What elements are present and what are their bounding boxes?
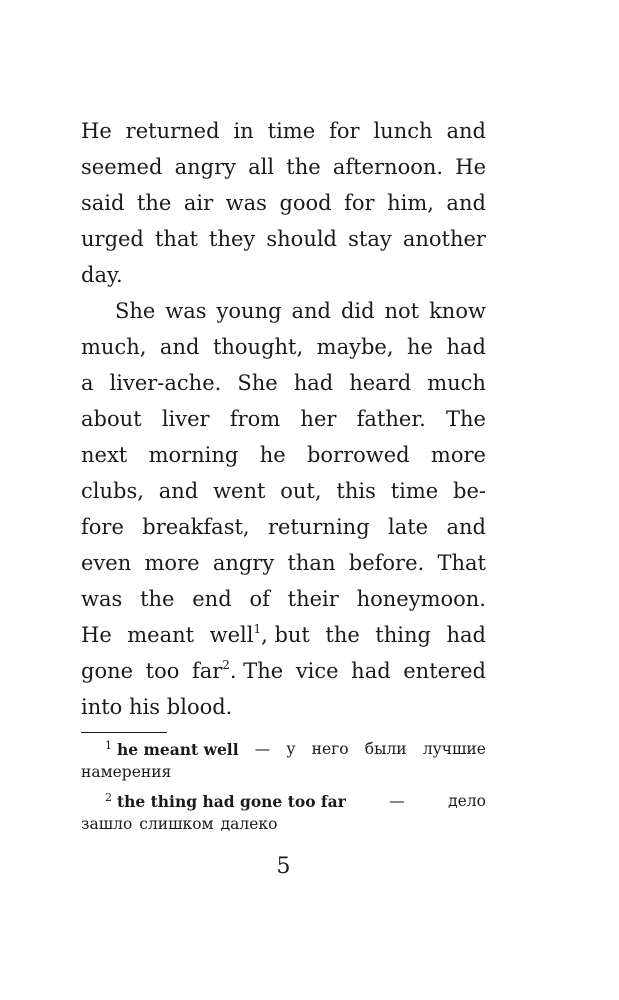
body-text [81,113,486,725]
footnote-number: 2 [105,791,112,804]
text-line [81,473,486,509]
word: was [225,191,267,215]
text-line [81,401,486,437]
word: had [293,371,334,395]
word: lunch [373,119,433,143]
word: than [287,551,336,575]
word: a [81,371,94,395]
word: end [192,587,232,611]
word: — [389,792,405,810]
word: late [388,515,429,539]
word: the [140,587,175,611]
word: was [165,299,207,323]
word: much, [81,335,147,359]
word: angry [174,155,236,179]
word: liver [161,407,210,431]
page-number: 5 [276,854,291,879]
word: out, [280,479,322,503]
word: said [81,191,125,215]
word: The [445,407,486,431]
word: borrowed [306,443,410,467]
word: seemed [81,155,163,179]
word: angry [212,551,275,575]
footnote-number: 1 [105,739,112,752]
text-line-footnoted-2: gone too far$^2$. The vice had entered [81,658,486,683]
text-line [81,293,486,329]
word: time [267,119,316,143]
word: and [159,335,200,359]
word: дело [448,792,486,810]
footnoted-phrase: well [209,623,254,647]
word: before. [348,551,425,575]
word: That [437,551,486,575]
footnote-ref-2: 2 [222,658,230,672]
word: air [183,191,214,215]
word: clubs, [81,479,144,503]
word: afternoon. [332,155,444,179]
word: — [254,740,271,758]
word: him, [387,191,434,215]
word: него [311,740,349,758]
word: he [259,443,286,467]
word: more [430,443,486,467]
word: this [336,479,376,503]
text-line [81,545,486,581]
word: all [248,155,275,179]
footnote-term: the thing had gone too far [116,792,346,811]
word: good [279,191,332,215]
word: maybe, [316,335,394,359]
footnote-divider [81,732,167,733]
word: into [81,695,123,719]
word: She [115,299,156,323]
word: the [136,191,172,215]
word: even [81,551,132,575]
word: He [81,119,112,143]
word: young [216,299,282,323]
word: did [340,299,375,323]
text-line [81,113,486,149]
word: next [81,443,128,467]
word: know [429,299,486,323]
word: morning [148,443,239,467]
word: были [364,740,407,758]
word: returned [125,119,220,143]
word: was [81,587,123,611]
word: father. [356,407,426,431]
word: he [407,335,433,359]
word: about [81,407,142,431]
text-line [81,221,486,257]
word: the [286,155,321,179]
text-line [81,509,486,545]
word: and [446,515,486,539]
word: from [229,407,281,431]
word: зашло [81,815,133,833]
word: breakfast, [142,515,250,539]
word: He [455,155,486,179]
word: much [427,371,486,395]
word: honeymoon. [356,587,486,611]
word: their [287,587,339,611]
word: returning [267,515,370,539]
word: and [446,191,486,215]
word: in [233,119,254,143]
text-line [81,329,486,365]
footnote-2 [81,790,486,836]
word: day. [81,263,123,287]
word: more [144,551,200,575]
text-line-last [81,689,486,725]
word: had [446,335,486,359]
word: that [154,227,198,251]
word: blood. [166,695,233,719]
word: and [158,479,199,503]
word: слишком [139,815,214,833]
word: stay [348,227,392,251]
text-line [81,437,486,473]
word: liver-ache. [109,371,222,395]
word: thought, [212,335,304,359]
word: у [286,740,296,758]
word: his [129,695,161,719]
word: not [384,299,420,323]
word: another [402,227,486,251]
word: and [291,299,331,323]
word: for [329,119,360,143]
word: urged [81,227,144,251]
paragraph-1 [81,113,486,293]
word: they [209,227,256,251]
word: heard [349,371,412,395]
text-line [81,581,486,617]
paragraph-2 [81,293,486,617]
text-line [81,149,486,185]
word: She [237,371,278,395]
footnote-ref-1: 1 [253,622,262,636]
word: and [446,119,486,143]
footnote-term: he meant well [116,740,239,759]
text-line-footnoted-1: He meant well$^1$, but the thing had [81,622,486,647]
footnoted-phrase: far [191,659,223,683]
footnote-1 [81,738,486,784]
word: her [300,407,337,431]
footnotes [81,738,486,836]
word: should [266,227,338,251]
word: of [249,587,270,611]
text-line [81,257,486,293]
word: намерения [81,763,172,781]
word: for [344,191,375,215]
text-line [81,185,486,221]
word: fore [81,515,124,539]
word: be- [453,479,486,503]
word: went [213,479,266,503]
word: time [390,479,439,503]
word: далеко [220,815,278,833]
word: лучшие [422,740,486,758]
text-line [81,365,486,401]
